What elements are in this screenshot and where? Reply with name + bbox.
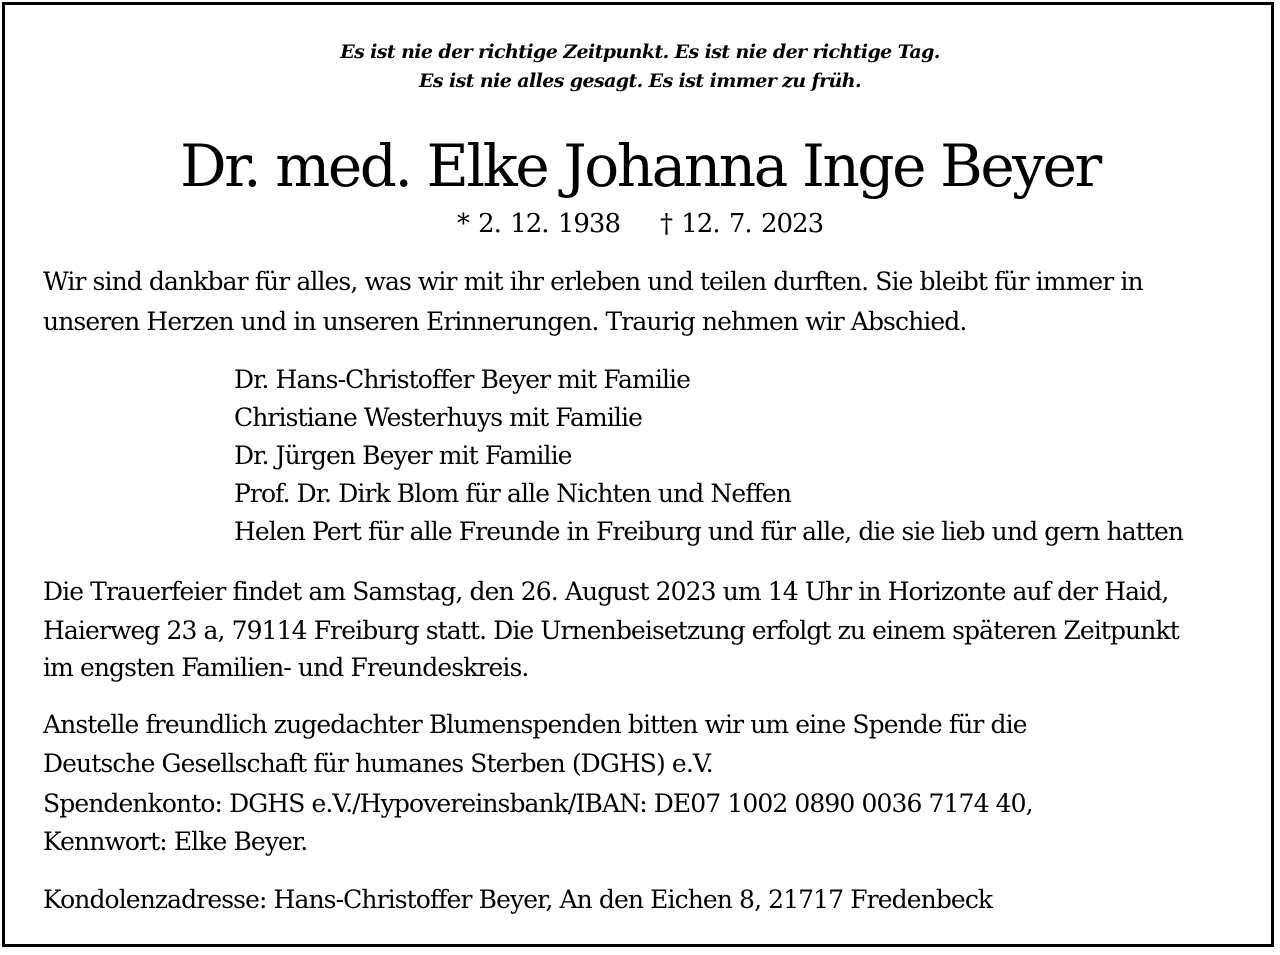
motto-line-2: Es ist nie alles gesagt. Es ist immer zu früh. (419, 70, 861, 92)
donation-line-3: Spendenkonto: DGHS e.V./Hypovereinsbank/IBAN: DE07 1002 0890 0036 7174 40, (43, 789, 1033, 818)
mourner-2: Christiane Westerhuys mit Familie (234, 403, 643, 432)
intro-line-1: Wir sind dankbar für alles, was wir mit ihr erleben und teilen durften. Sie bleibt für immer in (43, 267, 1143, 296)
birth-date: * 2. 12. 1938 (456, 209, 620, 239)
ceremony-line-1: Die Trauerfeier findet am Samstag, den 26. August 2023 um 14 Uhr in Horizonte auf der Haid, (43, 577, 1169, 606)
donation-line-4: Kennwort: Elke Beyer. (43, 827, 308, 856)
mourner-1: Dr. Hans-Christoffer Beyer mit Familie (234, 365, 691, 394)
ceremony-line-2: Haierweg 23 a, 79114 Freiburg statt. Die Urnenbeisetzung erfolgt zu einem späteren Zeitpunkt (43, 616, 1179, 645)
motto-line-1: Es ist nie der richtige Zeitpunkt. Es ist nie der richtige Tag. (340, 41, 940, 63)
mourner-4: Prof. Dr. Dirk Blom für alle Nichten und Neffen (234, 479, 792, 508)
death-date: † 12. 7. 2023 (660, 209, 824, 239)
intro-line-2: unseren Herzen und in unseren Erinnerungen. Traurig nehmen wir Abschied. (43, 307, 967, 336)
donation-line-1: Anstelle freundlich zugedachter Blumenspenden bitten wir um eine Spende für die (43, 710, 1027, 739)
life-dates (0, 208, 1280, 240)
condolence-address: Kondolenzadresse: Hans-Christoffer Beyer, An den Eichen 8, 21717 Fredenbeck (43, 885, 993, 914)
mourner-3: Dr. Jürgen Beyer mit Familie (234, 441, 572, 470)
deceased-name: Dr. med. Elke Johanna Inge Beyer (180, 132, 1100, 200)
donation-line-2: Deutsche Gesellschaft für humanes Sterben (DGHS) e.V. (43, 749, 713, 778)
mourner-5: Helen Pert für alle Freunde in Freiburg und für alle, die sie lieb und gern hatten (234, 517, 1184, 546)
ceremony-line-3: im engsten Familien- und Freundeskreis. (43, 653, 529, 682)
